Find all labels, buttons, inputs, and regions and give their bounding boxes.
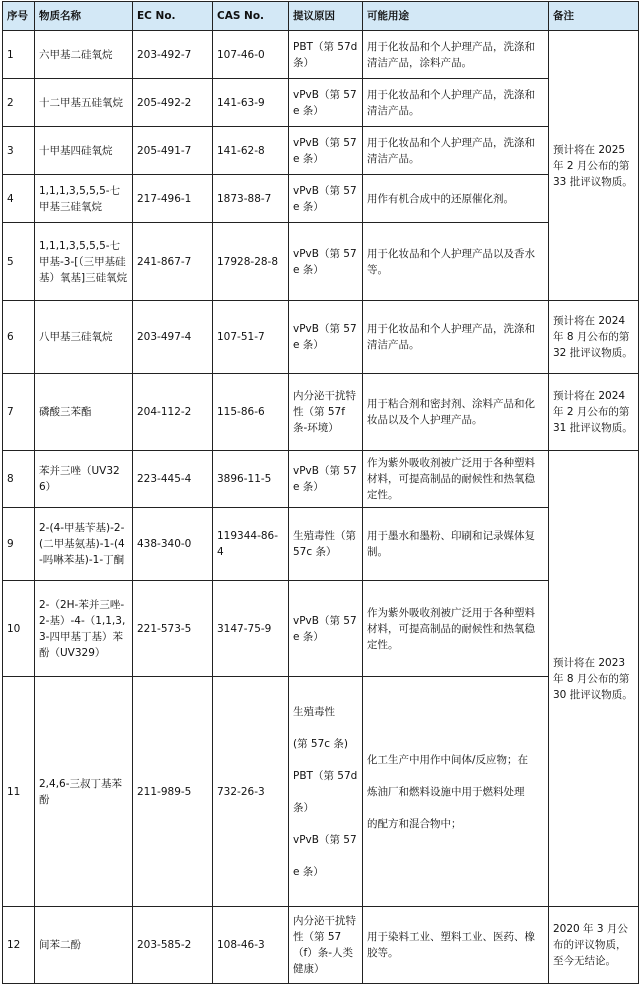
- header-use: 可能用途: [363, 2, 549, 31]
- row-reason: PBT（第 57d 条）: [289, 31, 363, 79]
- reason-line: 生殖毒性: [293, 705, 335, 718]
- table-row: [3, 677, 639, 907]
- header-row: [3, 2, 639, 31]
- row-name: 八甲基三硅氧烷: [35, 301, 133, 374]
- row-name: 1,1,1,3,5,5,5-七甲基-3-[（三甲基硅基）氧基]三硅氧烷: [35, 223, 133, 301]
- row-name: 2,4,6-三叔丁基苯酚: [35, 677, 133, 907]
- row-name: 苯并三唑（UV326）: [35, 451, 133, 508]
- use-line: 的配方和混合物中；: [367, 817, 462, 830]
- row-no: 8: [3, 451, 35, 508]
- row-name: 十甲基四硅氧烷: [35, 127, 133, 175]
- table-row: [3, 907, 639, 984]
- row-reason: [289, 677, 363, 907]
- row-reason: 内分泌干扰特性（第 57f 条-环境）: [289, 374, 363, 451]
- use-line: 化工生产中用作中间体/反应物；在: [367, 753, 529, 766]
- row-name: 磷酸三苯酯: [35, 374, 133, 451]
- row-ec: 223-445-4: [133, 451, 213, 508]
- row-use: 作为紫外吸收剂被广泛用于各种塑料材料，可提高制品的耐候性和热氧稳定性。: [363, 451, 549, 508]
- use-line: 炼油厂和燃料设施中用于燃料处理: [367, 785, 525, 798]
- table-row: [3, 508, 639, 581]
- row-no: 11: [3, 677, 35, 907]
- row-ec: 241-867-7: [133, 223, 213, 301]
- row-ec: 221-573-5: [133, 581, 213, 677]
- table-row: [3, 127, 639, 175]
- row-use: 用于染料工业、塑料工业、医药、橡胶等。: [363, 907, 549, 984]
- row-use: [363, 677, 549, 907]
- svhc-table: [2, 1, 639, 984]
- row-use: 用于化妆品和个人护理产品，洗涤和清洁产品。: [363, 301, 549, 374]
- row-use: 用于化妆品和个人护理产品，洗涤和清洁产品。: [363, 127, 549, 175]
- header-cas: CAS No.: [213, 2, 289, 31]
- table-row: [3, 374, 639, 451]
- reason-line: (第 57c 条): [293, 737, 349, 750]
- note-group-4: 预计将在 2023 年 8 月公布的第 30 批评议物质。: [549, 451, 639, 907]
- row-cas: 732-26-3: [213, 677, 289, 907]
- row-use: 用于粘合剂和密封剂、涂料产品和化妆品以及个人护理产品。: [363, 374, 549, 451]
- row-use: 用于墨水和墨粉、印刷和记录媒体复制。: [363, 508, 549, 581]
- row-name: 六甲基二硅氧烷: [35, 31, 133, 79]
- row-use: 用作有机合成中的还原催化剂。: [363, 175, 549, 223]
- row-no: 10: [3, 581, 35, 677]
- row-ec: 203-585-2: [133, 907, 213, 984]
- row-reason: vPvB（第 57e 条）: [289, 175, 363, 223]
- header-no: 序号: [3, 2, 35, 31]
- row-ec: 217-496-1: [133, 175, 213, 223]
- row-name: 1,1,1,3,5,5,5-七甲基三硅氧烷: [35, 175, 133, 223]
- table-row: [3, 301, 639, 374]
- row-cas: 107-46-0: [213, 31, 289, 79]
- row-ec: 205-492-2: [133, 79, 213, 127]
- row-cas: 107-51-7: [213, 301, 289, 374]
- row-name: 2-(4-甲基苄基)-2-(二甲基氨基)-1-(4-吗啉苯基)-1-丁酮: [35, 508, 133, 581]
- row-reason: vPvB（第 57e 条）: [289, 127, 363, 175]
- note-group-1: 预计将在 2025 年 2 月公布的第 33 批评议物质。: [549, 31, 639, 301]
- row-reason: vPvB（第 57e 条）: [289, 301, 363, 374]
- reason-line: vPvB（第 57e 条）: [293, 833, 357, 878]
- row-cas: 108-46-3: [213, 907, 289, 984]
- header-name: 物质名称: [35, 2, 133, 31]
- row-reason: vPvB（第 57e 条）: [289, 223, 363, 301]
- row-no: 9: [3, 508, 35, 581]
- row-name: 2-（2H-苯并三唑-2-基）-4-（1,1,3,3-四甲基丁基）苯酚（UV329）: [35, 581, 133, 677]
- row-use: 用于化妆品和个人护理产品，洗涤和清洁产品，涂料产品。: [363, 31, 549, 79]
- row-cas: 141-63-9: [213, 79, 289, 127]
- row-reason: 内分泌干扰特性（第 57（f）条-人类健康）: [289, 907, 363, 984]
- row-ec: 204-112-2: [133, 374, 213, 451]
- row-no: 2: [3, 79, 35, 127]
- row-ec: 211-989-5: [133, 677, 213, 907]
- table-row: [3, 79, 639, 127]
- row-cas: 119344-86-4: [213, 508, 289, 581]
- header-reason: 提议原因: [289, 2, 363, 31]
- row-reason: vPvB（第 57e 条）: [289, 581, 363, 677]
- row-cas: 141-62-8: [213, 127, 289, 175]
- row-ec: 203-492-7: [133, 31, 213, 79]
- row-cas: 17928-28-8: [213, 223, 289, 301]
- reason-line: PBT（第 57d 条）: [293, 769, 358, 814]
- row-no: 5: [3, 223, 35, 301]
- row-cas: 3147-75-9: [213, 581, 289, 677]
- table-row: [3, 581, 639, 677]
- note-group-3: 预计将在 2024 年 2 月公布的第 31 批评议物质。: [549, 374, 639, 451]
- row-reason: vPvB（第 57e 条）: [289, 79, 363, 127]
- row-ec: 203-497-4: [133, 301, 213, 374]
- row-use: 用于化妆品和个人护理产品，洗涤和清洁产品。: [363, 79, 549, 127]
- row-cas: 115-86-6: [213, 374, 289, 451]
- row-cas: 1873-88-7: [213, 175, 289, 223]
- table-row: [3, 223, 639, 301]
- table-row: [3, 175, 639, 223]
- table-row: [3, 31, 639, 79]
- table-row: [3, 451, 639, 508]
- row-use: 用于化妆品和个人护理产品以及香水等。: [363, 223, 549, 301]
- row-ec: 205-491-7: [133, 127, 213, 175]
- row-reason: vPvB（第 57e 条）: [289, 451, 363, 508]
- row-no: 7: [3, 374, 35, 451]
- row-no: 4: [3, 175, 35, 223]
- row-no: 1: [3, 31, 35, 79]
- row-use: 作为紫外吸收剂被广泛用于各种塑料材料，可提高制品的耐候性和热氧稳定性。: [363, 581, 549, 677]
- header-note: 备注: [549, 2, 639, 31]
- row-no: 6: [3, 301, 35, 374]
- row-ec: 438-340-0: [133, 508, 213, 581]
- row-no: 12: [3, 907, 35, 984]
- note-group-2: 预计将在 2024 年 8 月公布的第 32 批评议物质。: [549, 301, 639, 374]
- row-reason: 生殖毒性（第 57c 条）: [289, 508, 363, 581]
- header-ec: EC No.: [133, 2, 213, 31]
- row-name: 十二甲基五硅氧烷: [35, 79, 133, 127]
- row-no: 3: [3, 127, 35, 175]
- row-cas: 3896-11-5: [213, 451, 289, 508]
- row-name: 间苯二酚: [35, 907, 133, 984]
- note-group-5: 2020 年 3 月公布的评议物质，至今无结论。: [549, 907, 639, 984]
